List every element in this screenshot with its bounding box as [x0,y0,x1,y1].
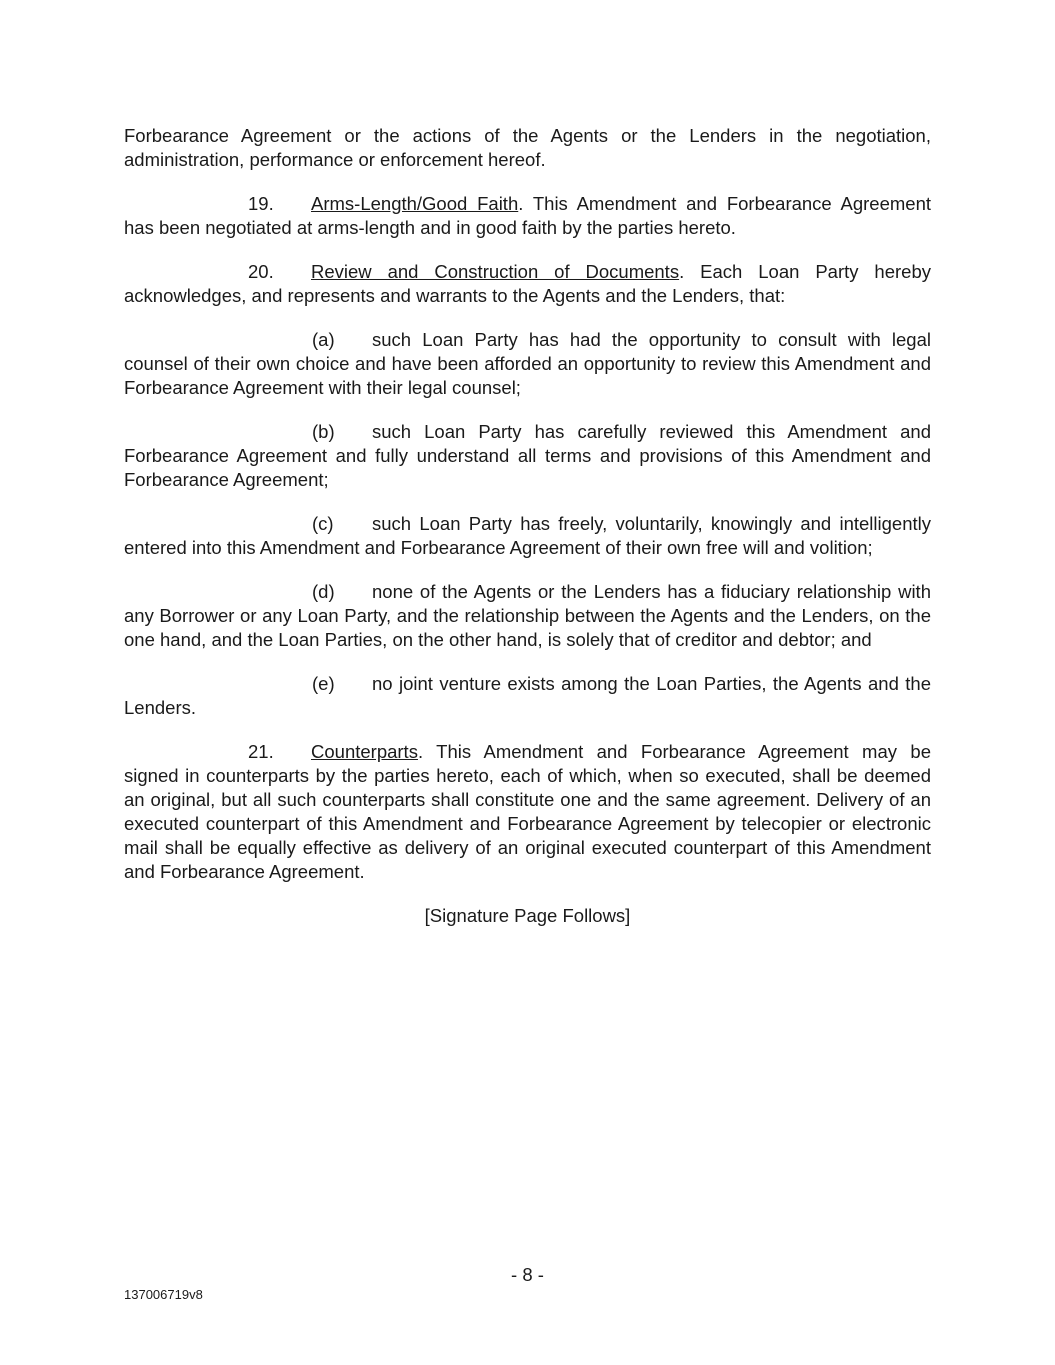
section-20 [124,260,931,308]
clause-label: (e) [312,673,335,694]
continuation-paragraph: Forbearance Agreement or the actions of the Agents or the Lenders in the negotiation, administration, performance or enforcement hereof. [124,125,931,170]
clause-b [124,420,931,492]
clause-text: such Loan Party has carefully reviewed this Amendment and Forbearance Agreement and fully understand all terms and provisions of this Amendment and Forbearance Agreement; [124,421,931,490]
document-id: 137006719v8 [124,1287,203,1302]
section-number: 20. [248,261,274,282]
section-heading: Review and Construction of Documents [311,261,680,282]
document-body [124,124,931,928]
clause-a [124,328,931,400]
section-21 [124,740,931,884]
clause-text: such Loan Party has freely, voluntarily, knowingly and intelligently entered into this Amendment and Forbearance Agreement of their own free will and volition; [124,513,931,558]
clause-text: such Loan Party has had the opportunity to consult with legal counsel of their own choice and have been afforded an opportunity to review this Amendment and Forbearance Agreement with their legal counsel; [124,329,931,398]
clause-e [124,672,931,720]
section-number: 21. [248,741,274,762]
section-19 [124,192,931,240]
section-heading: Arms-Length/Good Faith [311,193,519,214]
section-number: 19. [248,193,274,214]
clause-label: (b) [312,421,335,442]
clause-label: (d) [312,581,335,602]
clause-d [124,580,931,652]
section-text: . This Amendment and Forbearance Agreement has been negotiated at arms-length and in good faith by the parties hereto. [124,193,931,238]
clause-c [124,512,931,560]
clause-text: none of the Agents or the Lenders has a fiduciary relationship with any Borrower or any Loan Party, and the relationship between the Agents and the Lenders, on the one hand, and the Loan Parties, on the other hand, is solely that of creditor and debtor; and [124,581,931,650]
clause-label: (a) [312,329,335,350]
section-text: . This Amendment and Forbearance Agreement may be signed in counterparts by the parties hereto, each of which, when so executed, shall be deemed an original, but all such counterparts shall constitute one and the same agreement. Delivery of an executed counterpart of this Amendment and Forbearance Agreement by telecopier or electronic mail shall be equally effective as delivery of an original executed counterpart of this Amendment and Forbearance Agreement. [124,741,931,882]
page-number: - 8 - [511,1264,544,1285]
section-heading: Counterparts [311,741,418,762]
section-text: . Each Loan Party hereby acknowledges, and represents and warrants to the Agents and the Lenders, that: [124,261,931,306]
signature-note: [Signature Page Follows] [424,905,631,926]
clause-label: (c) [312,513,334,534]
clause-text: no joint venture exists among the Loan Parties, the Agents and the Lenders. [124,673,931,718]
